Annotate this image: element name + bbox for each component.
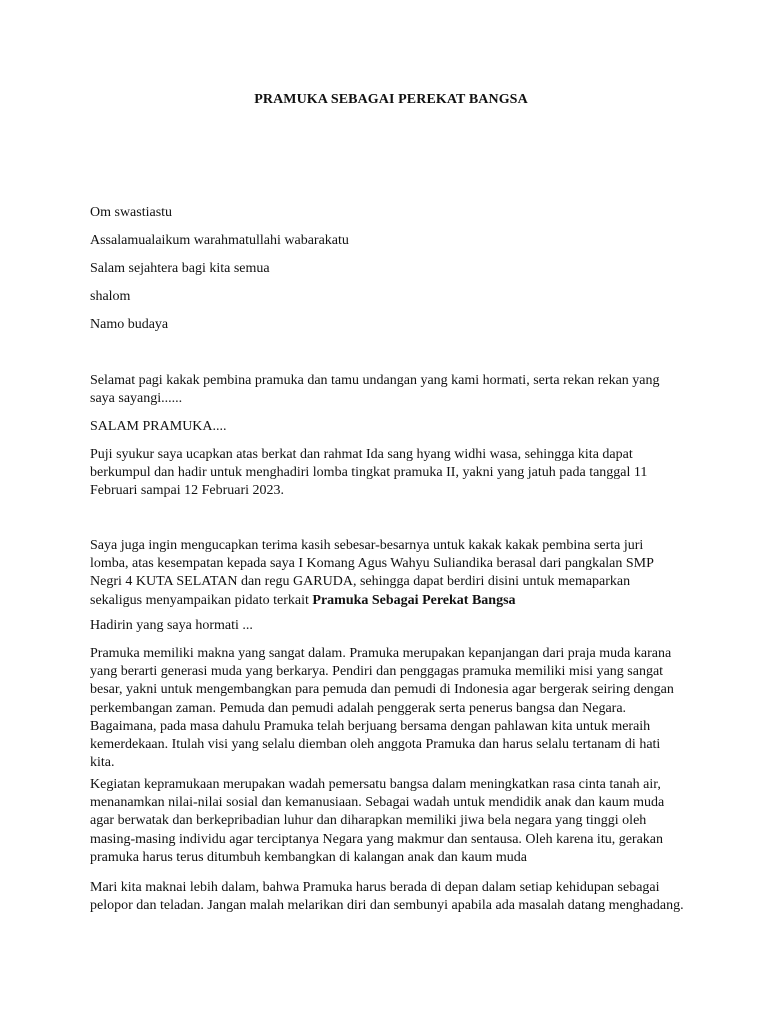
opening-paragraph (90, 372, 690, 408)
paragraph-line: berkumpul dan hadir untuk menghadiri lomba tingkat pramuka II, yakni yang jatuh pada tanggal 11 (90, 465, 648, 481)
paragraph-line: kita. (90, 755, 115, 771)
paragraph-line: kemerdekaan. Itulah visi yang selalu diemban oleh anggota Pramuka dan harus selalu tertanam di hati (90, 737, 661, 753)
body-paragraph-1 (90, 645, 690, 772)
paragraph-line: Puji syukur saya ucapkan atas berkat dan rahmat Ida sang hyang widhi wasa, sehingga kita dapat (90, 447, 633, 462)
paragraph-line: Selamat pagi kakak pembina pramuka dan tamu undangan yang kami hormati, serta rekan rekan yang (90, 373, 660, 388)
paragraph-text: sekaligus menyampaikan pidato terkait (90, 592, 313, 608)
paragraph-line: perkembangan zaman. Pemuda dan pemudi adalah penggerak serta penerus bangsa dan Negara. (90, 700, 627, 716)
paragraph-line: Saya juga ingin mengucapkan terima kasih sebesar-besarnya untuk kakak kakak pembina serta juri (90, 538, 644, 553)
paragraph-line: pelopor dan teladan. Jangan malah melarikan diri dan sembunyi apabila ada masalah datang menghadang. (90, 898, 684, 914)
body-paragraph-2 (90, 776, 690, 867)
hadirin-line: Hadirin yang saya hormati ... (90, 618, 253, 633)
paragraph-line: lomba, atas kesempatan kepada saya I Komang Agus Wahyu Suliandika berasal dari pangkalan SMP (90, 556, 654, 572)
paragraph-line: yang berarti generasi muda yang berkarya. Pendiri dan penggagas pramuka memiliki misi yang sangat (90, 664, 664, 680)
greeting-line: Om swastiastu (90, 205, 173, 220)
paragraph-line: Februari sampai 12 Februari 2023. (90, 483, 285, 499)
body-paragraph-3 (90, 879, 690, 915)
paragraph-line: Pramuka memiliki makna yang sangat dalam. Pramuka merupakan kepanjangan dari praja muda karana (90, 646, 672, 661)
thanks-paragraph (90, 537, 690, 610)
paragraph-line (90, 592, 690, 610)
document-title: PRAMUKA SEBAGAI PEREKAT BANGSA (254, 92, 528, 107)
paragraph-line: Negri 4 KUTA SELATAN dan regu GARUDA, sehingga dapat berdiri disini untuk memaparkan (90, 574, 631, 590)
gratitude-paragraph (90, 446, 690, 501)
greeting-line: shalom (90, 289, 131, 304)
speech-topic: Pramuka Sebagai Perekat Bangsa (312, 592, 516, 608)
paragraph-line: masing-masing individu agar terciptanya Negara yang makmur dan sentausa. Oleh karena itu, gerakan (90, 831, 664, 847)
paragraph-line: Mari kita maknai lebih dalam, bahwa Pramuka harus berada di depan dalam setiap kehidupan sebagai (90, 880, 660, 895)
paragraph-line: agar berwatak dan berkepribadian luhur dan diharapkan memiliki jiwa bela negara yang tinggi oleh (90, 813, 647, 829)
greeting-line: Namo budaya (90, 317, 169, 332)
paragraph-line: pramuka harus terus ditumbuh kembangkan di kalangan anak dan kaum muda (90, 849, 527, 865)
salam-pramuka: SALAM PRAMUKA.... (90, 419, 227, 434)
paragraph-line: menanamkan nilai-nilai sosial dan kemanusiaan. Sebagai wadah untuk mendidik anak dan kaum muda (90, 795, 665, 811)
greeting-line: Salam sejahtera bagi kita semua (90, 261, 270, 276)
greeting-line: Assalamualaikum warahmatullahi wabarakatu (90, 233, 349, 248)
paragraph-line: besar, yakni untuk mengembangkan para pemuda dan pemudi di Indonesia agar bergerak seiring dengan (90, 682, 674, 698)
paragraph-line: Kegiatan kepramukaan merupakan wadah pemersatu bangsa dalam meningkatkan rasa cinta tanah air, (90, 777, 661, 792)
paragraph-line: saya sayangi...... (90, 391, 183, 407)
paragraph-line: Bagaimana, pada masa dahulu Pramuka telah berjuang bersama dengan pahlawan kita untuk meraih (90, 718, 651, 734)
